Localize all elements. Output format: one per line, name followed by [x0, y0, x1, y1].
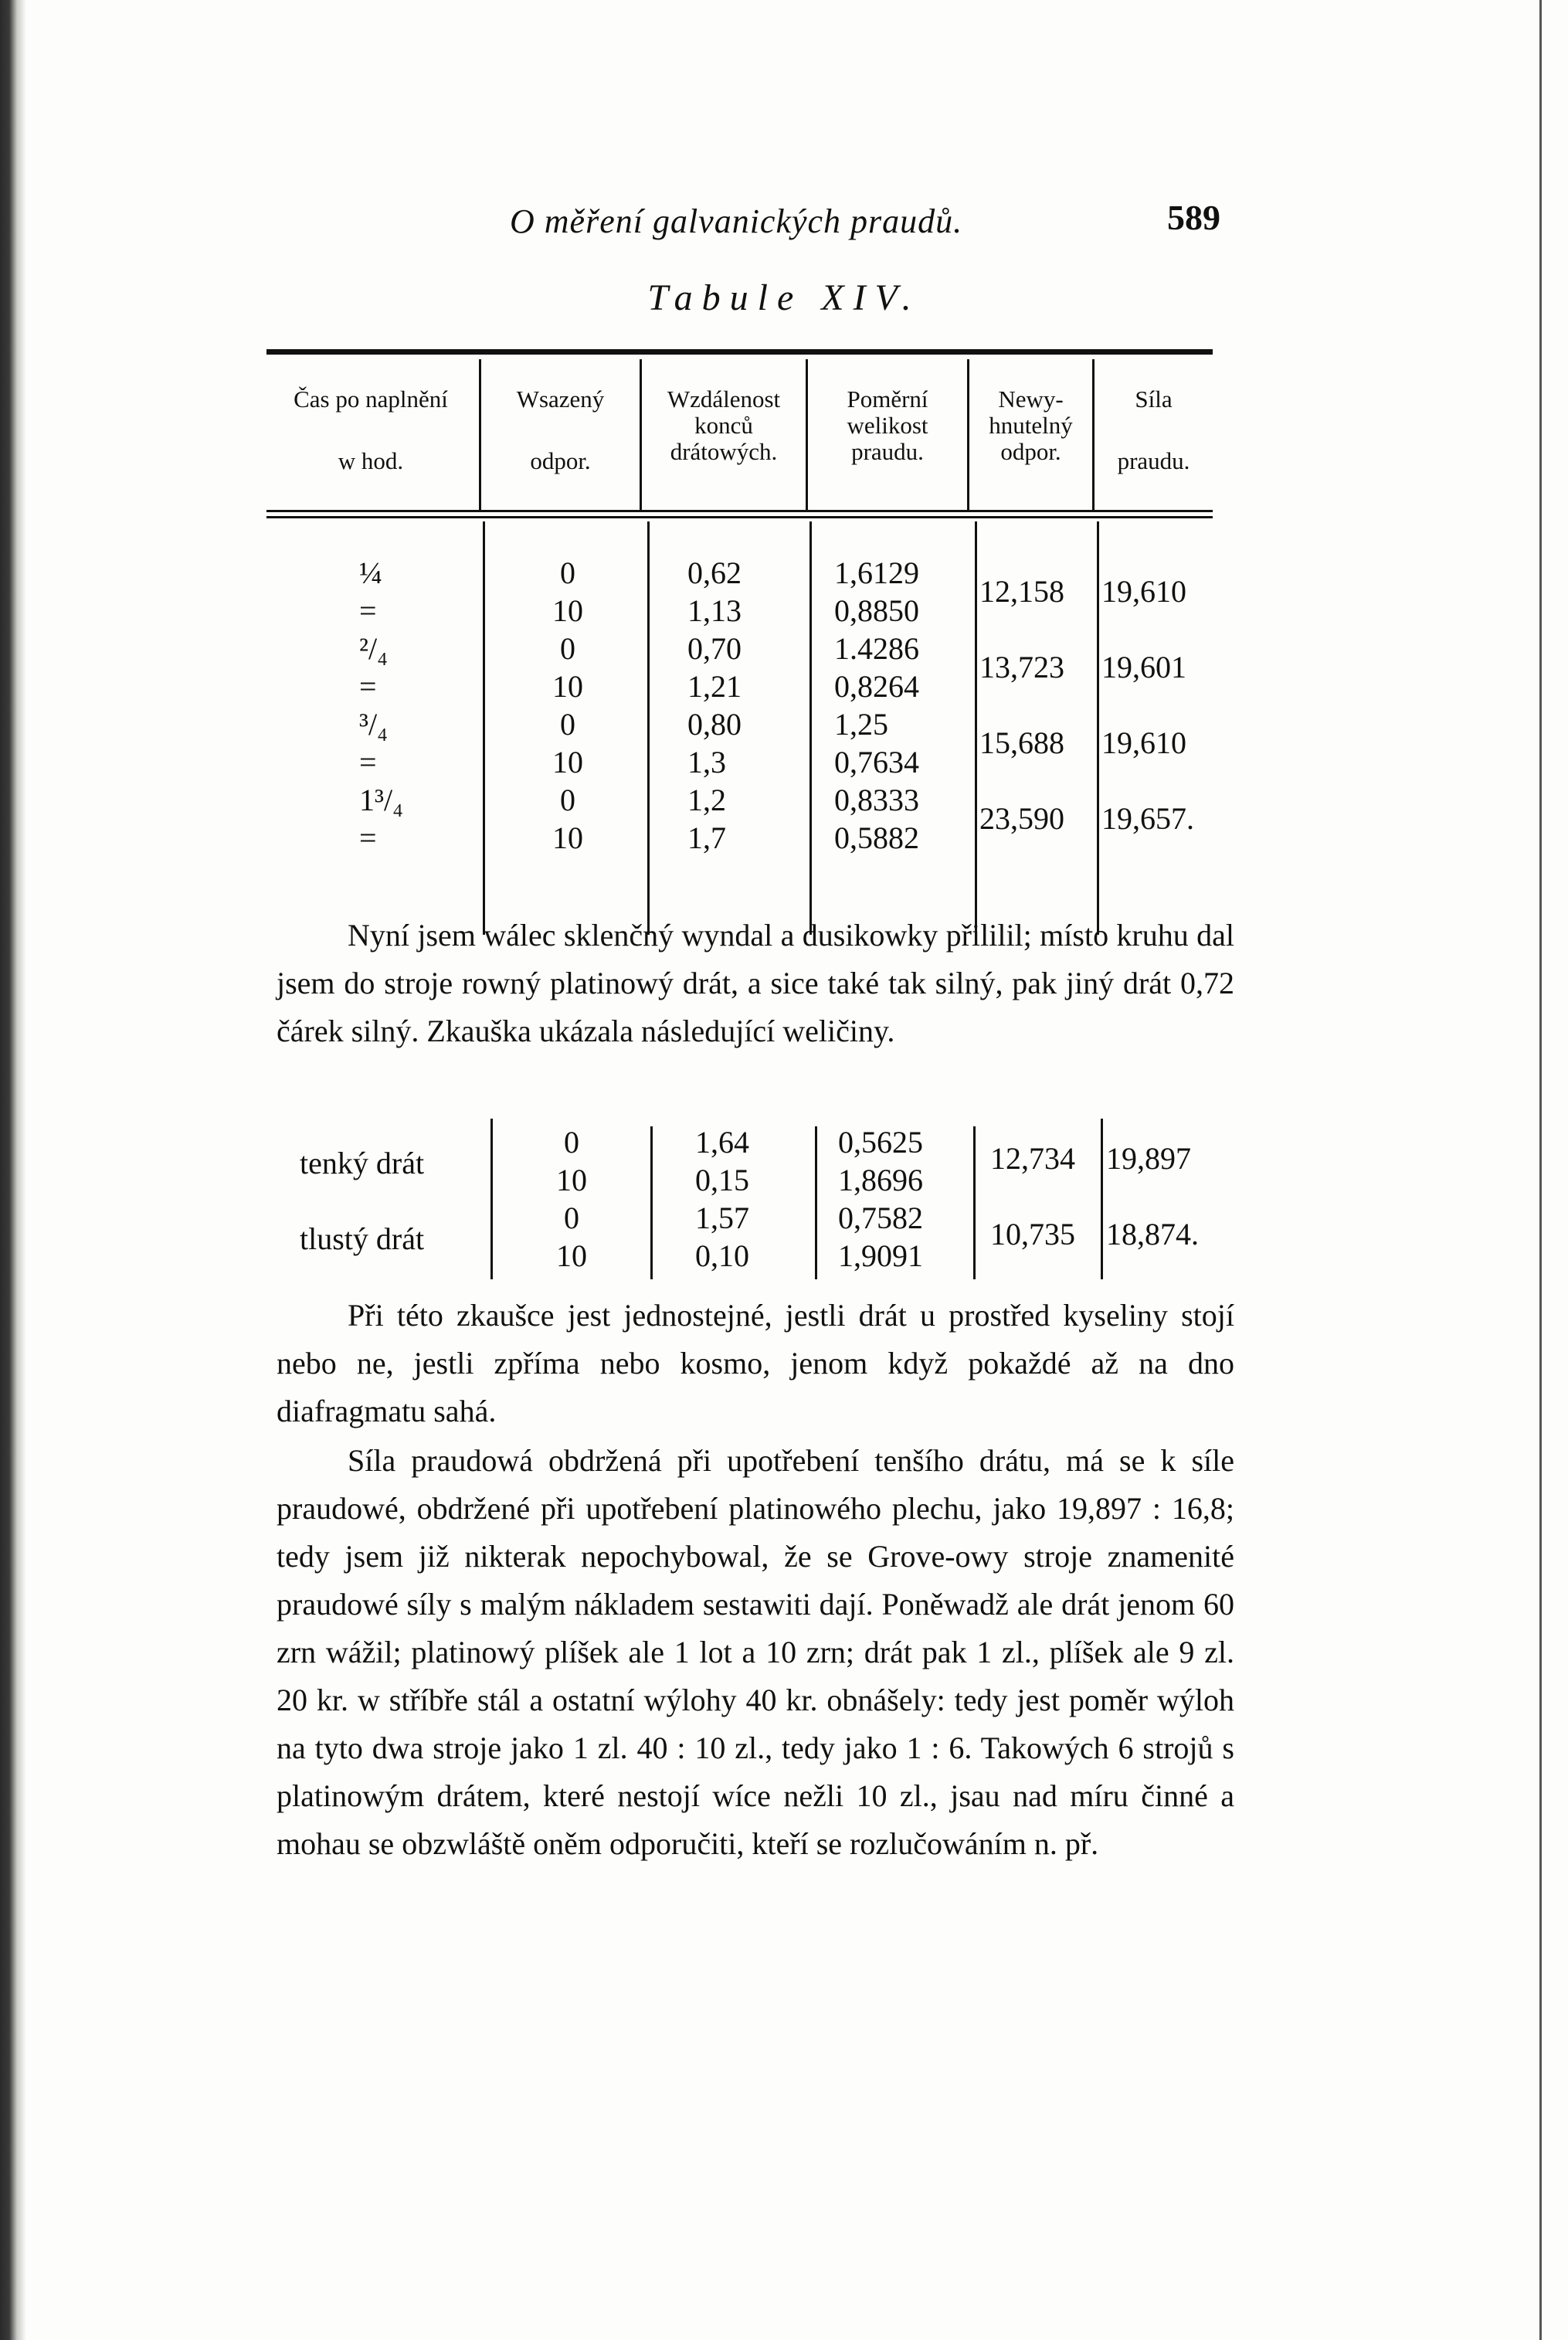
- table-header-rule-2: [266, 516, 1213, 518]
- header-line: Wzdálenost: [667, 385, 781, 413]
- header-line: konců: [694, 412, 753, 439]
- table-title: Tabule XIV.: [647, 277, 921, 318]
- cell-wzdalenost: 0,70: [687, 631, 742, 666]
- cell-wsazeny: 0: [560, 631, 575, 666]
- header-cas: [263, 386, 479, 474]
- label-tenky-drat: tenký drát: [300, 1146, 425, 1180]
- header-line: Poměrní: [847, 385, 928, 413]
- cell-wzdalenost: 1,2: [687, 783, 726, 817]
- cell-cas: =: [359, 669, 377, 704]
- cell-wzdalenost: 1,3: [687, 745, 726, 779]
- t2-cell-pomerni: 0,7582: [838, 1201, 923, 1235]
- header-line: odpor.: [530, 447, 591, 474]
- t2-divider: [815, 1126, 817, 1279]
- cell-newyhnutelny: 23,590: [979, 800, 1064, 836]
- label-tlusty-drat: tlustý drát: [300, 1221, 425, 1256]
- cell-pomerni: 0,8850: [834, 593, 919, 628]
- page-number: 589: [1167, 198, 1220, 237]
- header-sila: [1095, 386, 1213, 474]
- header-line: drátowých.: [670, 438, 778, 465]
- cell-cas: ²/₄: [359, 631, 389, 666]
- cell-sila: 19,657.: [1101, 800, 1194, 836]
- cell-pomerni: 0,8264: [834, 669, 919, 704]
- paragraph-1: Nyní jsem wálec sklenčný wyndal a dusikowky přililil; místo kruhu dal jsem do stroje rowný platinowý drát, a sice také tak silný, pak jiný drát 0,72 čárek silný. Zkauška ukázala následující weličiny.: [277, 918, 1234, 1048]
- cell-pomerni: 1.4286: [834, 631, 919, 666]
- t2-divider: [1101, 1119, 1103, 1279]
- cell-wzdalenost: 0,80: [687, 707, 742, 742]
- body-divider: [483, 521, 485, 935]
- cell-newyhnutelny: 15,688: [979, 725, 1064, 760]
- cell-newyhnutelny: 13,723: [979, 649, 1064, 684]
- cell-cas: 1³/₄: [359, 783, 404, 817]
- t2-column-wzdalenost: [695, 1123, 749, 1275]
- column-pomerni: [834, 554, 919, 857]
- t2-cell-wsazeny: 10: [556, 1163, 587, 1197]
- t2-cell-wsazeny: 0: [564, 1201, 579, 1235]
- header-line: welikost: [847, 412, 928, 439]
- header-line: praudu.: [851, 438, 924, 465]
- cell-pomerni: 0,7634: [834, 745, 919, 779]
- header-line: w hod.: [338, 447, 404, 474]
- header-line: Síla: [1135, 385, 1173, 413]
- header-line: hnutelný: [989, 412, 1073, 439]
- header-line: Čas po naplnění: [294, 385, 448, 413]
- t2-cell-pomerni: 0,5625: [838, 1125, 923, 1160]
- t2-cell-pomerni: 1,8696: [838, 1163, 923, 1197]
- cell-pomerni: 1,6129: [834, 555, 919, 590]
- header-line: Newy-: [998, 385, 1064, 413]
- t2-cell-wzdalenost: 1,57: [695, 1201, 749, 1235]
- cell-wsazeny: 10: [552, 745, 583, 779]
- header-pomerni: [808, 386, 967, 465]
- t2-sila-1: 19,897: [1106, 1141, 1191, 1176]
- header-line: Wsazený: [516, 385, 605, 413]
- t2-column-wsazeny: [548, 1123, 595, 1275]
- t2-cell-wsazeny: 0: [564, 1125, 579, 1160]
- cell-sila: 19,601: [1101, 649, 1186, 684]
- cell-cas: ¼: [359, 555, 382, 590]
- cell-wsazeny: 0: [560, 555, 575, 590]
- cell-wsazeny: 0: [560, 783, 575, 817]
- body-divider: [647, 521, 650, 935]
- header-newyhnutelny: [969, 386, 1092, 465]
- t2-divider: [650, 1126, 653, 1279]
- cell-pomerni: 1,25: [834, 707, 888, 742]
- body-divider: [809, 521, 812, 935]
- t2-newyhnutelny-1: 12,734: [990, 1141, 1075, 1176]
- table-top-rule: [266, 349, 1213, 355]
- column-cas: [359, 554, 403, 857]
- scan-edge-left: [0, 0, 26, 2340]
- page-header: [263, 197, 1220, 259]
- header-wsazeny: [481, 386, 640, 474]
- header-line: praudu.: [1117, 447, 1190, 474]
- cell-wsazeny: 10: [552, 593, 583, 628]
- table-header-rule-1: [266, 510, 1213, 512]
- t2-column-pomerni: [838, 1123, 923, 1275]
- cell-pomerni: 0,5882: [834, 820, 919, 855]
- t2-cell-wzdalenost: 0,10: [695, 1238, 749, 1273]
- body-divider: [1097, 521, 1099, 935]
- cell-wsazeny: 10: [552, 669, 583, 704]
- running-title: O měření galvanických praudů.: [510, 202, 963, 240]
- paragraph-2: Při této zkaušce jest jednostejné, jestli drát u prostřed kyseliny stojí nebo ne, jestli zpříma nebo kosmo, jenom když pokaždé až na dno diafragmatu sahá.: [277, 1298, 1234, 1428]
- cell-wsazeny: 0: [560, 707, 575, 742]
- cell-wzdalenost: 1,7: [687, 820, 726, 855]
- cell-wzdalenost: 1,21: [687, 669, 742, 704]
- cell-cas: =: [359, 593, 377, 628]
- header-line: odpor.: [1000, 438, 1061, 465]
- scan-edge-right: [1539, 0, 1542, 2340]
- cell-wsazeny: 10: [552, 820, 583, 855]
- cell-pomerni: 0,8333: [834, 783, 919, 817]
- cell-wzdalenost: 1,13: [687, 593, 742, 628]
- cell-sila: 19,610: [1101, 725, 1186, 760]
- t2-divider: [490, 1119, 493, 1279]
- cell-cas: =: [359, 745, 377, 779]
- t2-newyhnutelny-2: 10,735: [990, 1217, 1075, 1252]
- t2-cell-pomerni: 1,9091: [838, 1238, 923, 1273]
- cell-wzdalenost: 0,62: [687, 555, 742, 590]
- cell-cas: =: [359, 820, 377, 855]
- t2-divider: [973, 1126, 976, 1279]
- cell-sila: 19,610: [1101, 573, 1186, 609]
- t2-cell-wzdalenost: 1,64: [695, 1125, 749, 1160]
- body-divider: [975, 521, 977, 935]
- t2-sila-2: 18,874.: [1106, 1217, 1199, 1252]
- t2-cell-wzdalenost: 0,15: [695, 1163, 749, 1197]
- header-wzdalenost: [642, 386, 806, 465]
- column-wzdalenost: [687, 554, 742, 857]
- cell-newyhnutelny: 12,158: [979, 573, 1064, 609]
- cell-cas: ³/₄: [359, 707, 389, 742]
- column-wsazeny: [545, 554, 591, 857]
- paragraph-3: Síla praudowá obdržená při upotřebení tenšího drátu, má se k síle praudowé, obdržené při upotřebení platinowého plechu, jako 19,897 : 16,8; tedy jsem již nikterak nepochybowal, že se Grove-owy stroje znamenité praudowé síly s malým nákladem sestawiti dají. Poněwadž ale drát jenom 60 zrn wážil; platinowý plíšek ale 1 lot a 10 zrn; drát pak 1 zl., plíšek ale 9 zl. 20 kr. w stříbře stál a ostatní wýlohy 40 kr. obnášely: tedy jest poměr wýloh na tyto dwa stroje jako 1 zl. 40 : 10 zl., tedy jako 1 : 6. Takowých 6 strojů s platinowým drátem, které nestojí wíce nežli 10 zl., jsau nad míru činné a mohau se obzwláště oněm odporučiti, kteří se rozlučowáním n. př.: [277, 1443, 1234, 1861]
- t2-cell-wsazeny: 10: [556, 1238, 587, 1273]
